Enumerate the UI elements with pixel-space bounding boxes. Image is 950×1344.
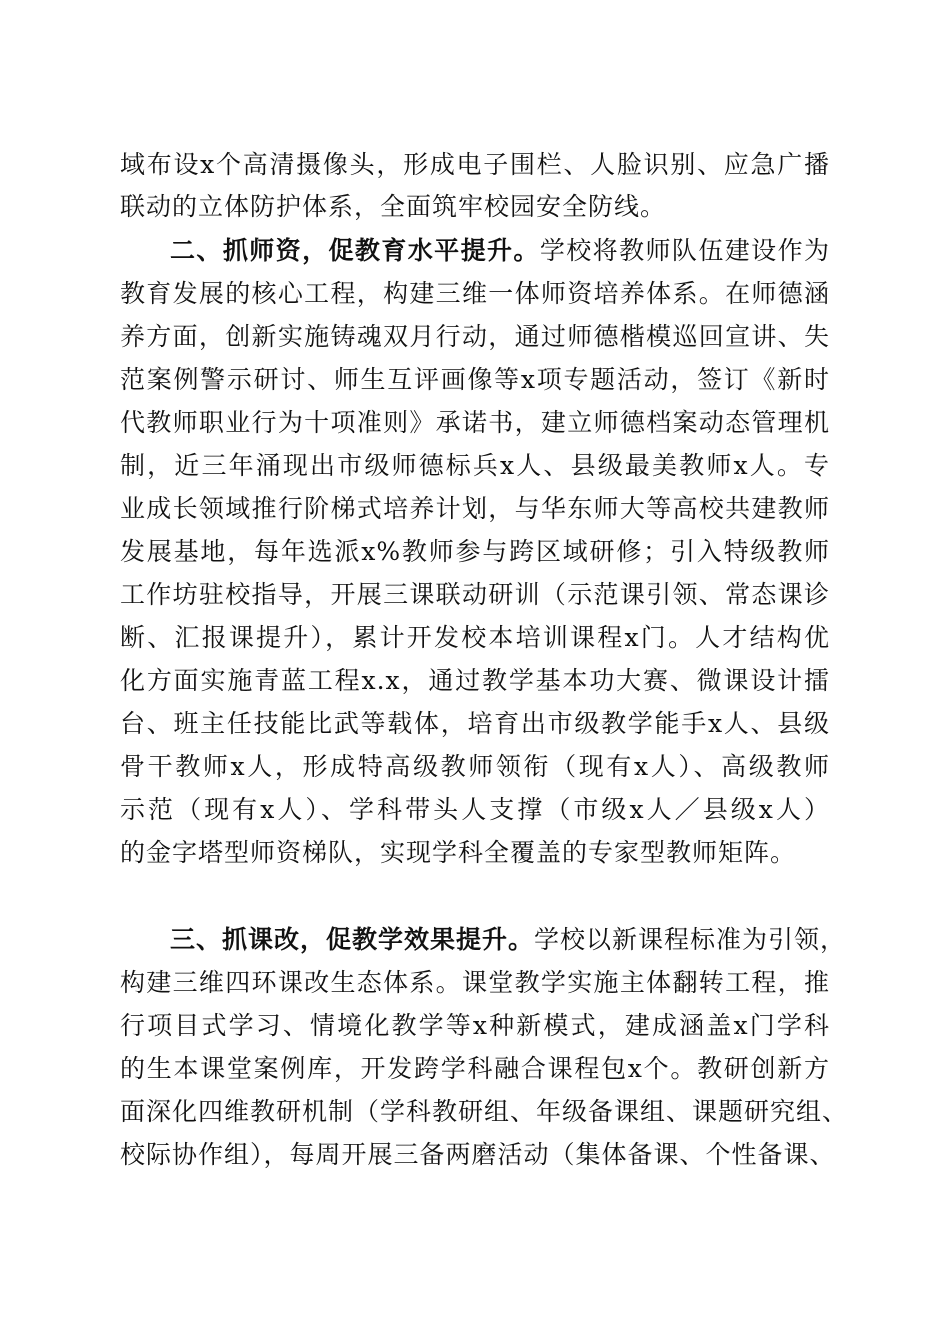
text-line: 联动的立体防护体系，全面筑牢校园安全防线。 xyxy=(120,192,667,221)
text-line: 域布设x个高清摄像头，形成电子围栏、人脸识别、应急广播 xyxy=(120,150,830,179)
text-line: 化方面实施青蓝工程x.x，通过教学基本功大赛、微课设计擂 xyxy=(120,666,830,695)
text-line: 骨干教师x人，形成特高级教师领衔（现有x人）、高级教师 xyxy=(120,752,830,781)
text-line: 制，近三年涌现出市级师德标兵x人、县级最美教师x人。专 xyxy=(120,451,830,480)
text-line: 示范（现有x人）、学科带头人支撑（市级x人／县级x人） xyxy=(120,795,830,824)
text-line: 台、班主任技能比武等载体，培育出市级教学能手x人、县级 xyxy=(120,709,830,738)
text-line: 行项目式学习、情境化教学等x种新模式，建成涵盖x门学科 xyxy=(120,1011,830,1040)
text-line: 范案例警示研讨、师生互评画像等x项专题活动，签订《新时 xyxy=(120,365,830,394)
text-line: 业成长领域推行阶梯式培养计划，与华东师大等高校共建教师 xyxy=(120,494,830,523)
text-line: 校际协作组），每周开展三备两磨活动（集体备课、个性备课、 xyxy=(120,1140,836,1169)
section-2-lead: 学校将教师队伍建设作为 xyxy=(539,236,830,265)
text-line: 构建三维四环课改生态体系。课堂教学实施主体翻转工程，推 xyxy=(120,968,830,997)
text-line: 代教师职业行为十项准则》承诺书，建立师德档案动态管理机 xyxy=(120,408,830,437)
section-3-lead: 学校以新课程标准为引领， xyxy=(534,925,847,954)
text-line: 养方面，创新实施铸魂双月行动，通过师德楷模巡回宣讲、失 xyxy=(120,322,830,351)
section-2-heading: 二、抓师资，促教育水平提升。 xyxy=(170,236,540,265)
text-line: 面深化四维教研机制（学科教研组、年级备课组、课题研究组、 xyxy=(120,1097,849,1126)
text-line: 的生本课堂案例库，开发跨学科融合课程包x个。教研创新方 xyxy=(120,1054,830,1083)
section-2-first-line xyxy=(170,231,830,271)
text-line: 的金字塔型师资梯队，实现学科全覆盖的专家型教师矩阵。 xyxy=(120,838,797,867)
section-3-heading: 三、抓课改，促教学效果提升。 xyxy=(170,925,535,954)
text-line: 教育发展的核心工程，构建三维一体师资培养体系。在师德涵 xyxy=(120,279,830,308)
text-line: 工作坊驻校指导，开展三课联动研训（示范课引领、常态课诊 xyxy=(120,580,830,609)
text-line: 断、汇报课提升），累计开发校本培训课程x门。人才结构优 xyxy=(120,623,830,652)
text-line: 发展基地，每年选派x%教师参与跨区域研修；引入特级教师 xyxy=(120,537,830,566)
section-3-first-line xyxy=(170,920,847,960)
